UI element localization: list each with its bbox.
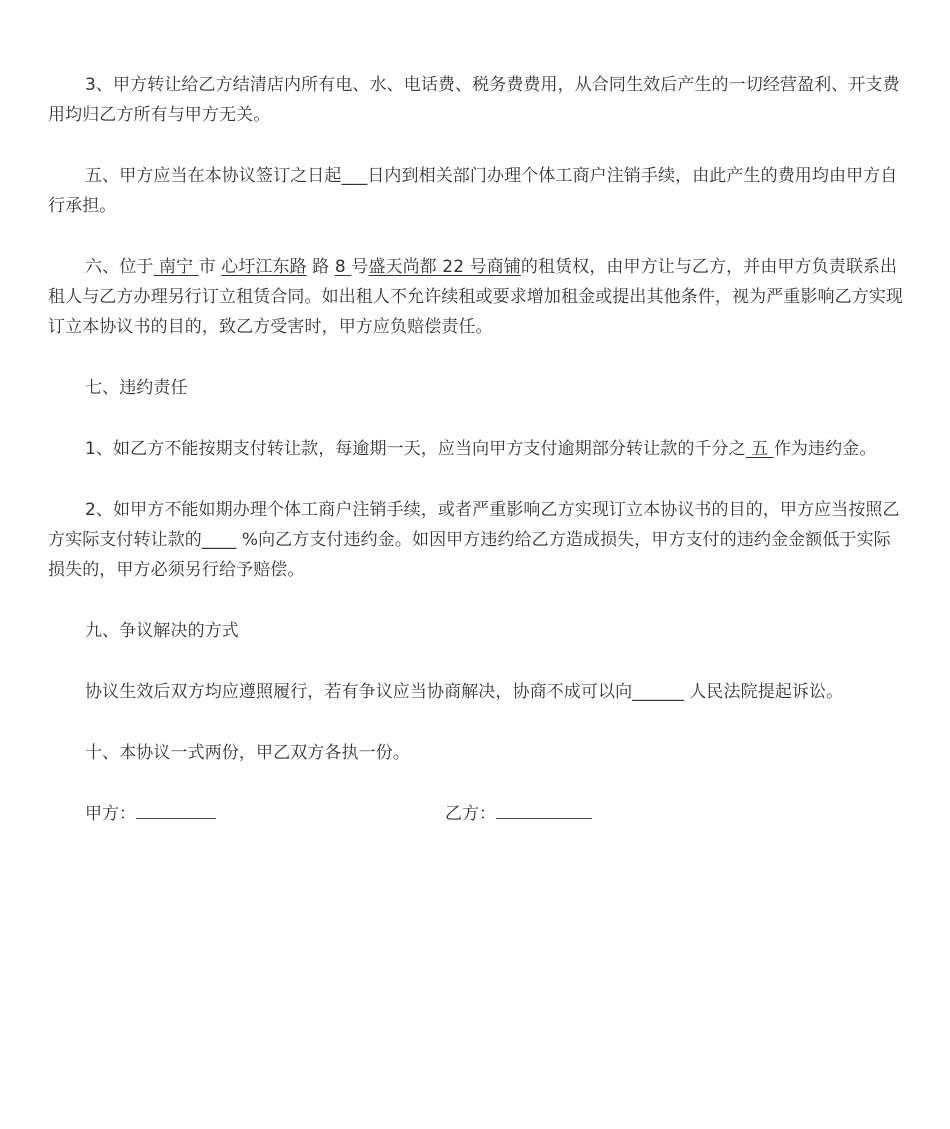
clause-9-court-blank: ______ — [632, 682, 684, 702]
clause-6-district: 心圩江东路 — [221, 257, 307, 277]
clause-3 — [48, 70, 906, 130]
party-b-label: 乙方： — [445, 804, 496, 824]
clause-6-part4: 号 — [351, 257, 369, 277]
clause-6-city: 南宁 — [153, 257, 199, 277]
party-a-label: 甲方： — [85, 804, 136, 824]
clause-10 — [48, 738, 906, 768]
clause-6-part3: 路 — [306, 257, 335, 277]
clause-5 — [48, 161, 906, 221]
clause-7-1-after: 作为违约金。 — [773, 439, 877, 459]
clause-5-before: 五、甲方应当在本协议签订之日起 — [85, 166, 342, 186]
clause-7-title-text: 七、违约责任 — [85, 378, 188, 398]
contract-page — [48, 70, 906, 829]
party-a-signature — [85, 799, 216, 829]
clause-6-shop: 盛天尚都 22 号商铺 — [368, 257, 521, 277]
clause-7-title — [48, 373, 906, 403]
clause-6-part1: 六、位于 — [85, 257, 154, 277]
clause-9-title — [48, 616, 906, 646]
clause-5-days-blank: ___ — [341, 166, 368, 186]
clause-6-part2: 市 — [198, 257, 222, 277]
clause-10-text: 十、本协议一式两份，甲乙双方各执一份。 — [85, 743, 410, 763]
clause-6-part5: 的租赁权，由甲方让与乙方，并由甲方负责联系出租人与乙方办理另行订立租赁合同。如出租人不允许续租或要求增加租金或提出其他条件，视为严重影响乙方实现订立本协议书的目的，致乙方受害时，甲方应负赔偿责任。 — [48, 257, 903, 337]
clause-9-before: 协议生效后双方均应遵照履行，若有争议应当协商解决，协商不成可以向 — [85, 682, 633, 702]
clause-9-body — [48, 677, 906, 707]
party-a-signature-line[interactable] — [136, 801, 216, 819]
clause-7-2-percent-blank: ____ — [201, 530, 237, 550]
party-b-signature-line[interactable] — [496, 801, 592, 819]
clause-3-text: 3、甲方转让给乙方结清店内所有电、水、电话费、税务费费用，从合同生效后产生的一切经营盈利、开支费用均归乙方所有与甲方无关。 — [48, 75, 900, 125]
clause-7-1-rate: 五 — [745, 439, 774, 459]
clause-7-2-before: 2、如甲方不能如期办理个体工商户注销手续，或者严重影响乙方实现订立本协议书的目的，甲方应当按照乙方实际支付转让款的 — [48, 500, 900, 550]
party-b-signature — [445, 799, 592, 829]
clause-7-2-after: %向乙方支付违约金。如因甲方违约给乙方造成损失，甲方支付的违约金金额低于实际损失的，甲方必须另行给予赔偿。 — [48, 530, 891, 580]
clause-5-after: 日内到相关部门办理个体工商户注销手续，由此产生的费用均由甲方自行承担。 — [48, 166, 898, 216]
clause-7-2 — [48, 495, 906, 585]
clause-9-title-text: 九、争议解决的方式 — [85, 621, 239, 641]
signature-row — [48, 799, 906, 829]
clause-6-number: 8 — [334, 257, 352, 277]
clause-7-1-before: 1、如乙方不能按期支付转让款，每逾期一天，应当向甲方支付逾期部分转让款的千分之 — [85, 439, 746, 459]
clause-6 — [48, 252, 906, 342]
clause-7-1 — [48, 434, 906, 464]
clause-9-after: 人民法院提起诉讼。 — [683, 682, 844, 702]
